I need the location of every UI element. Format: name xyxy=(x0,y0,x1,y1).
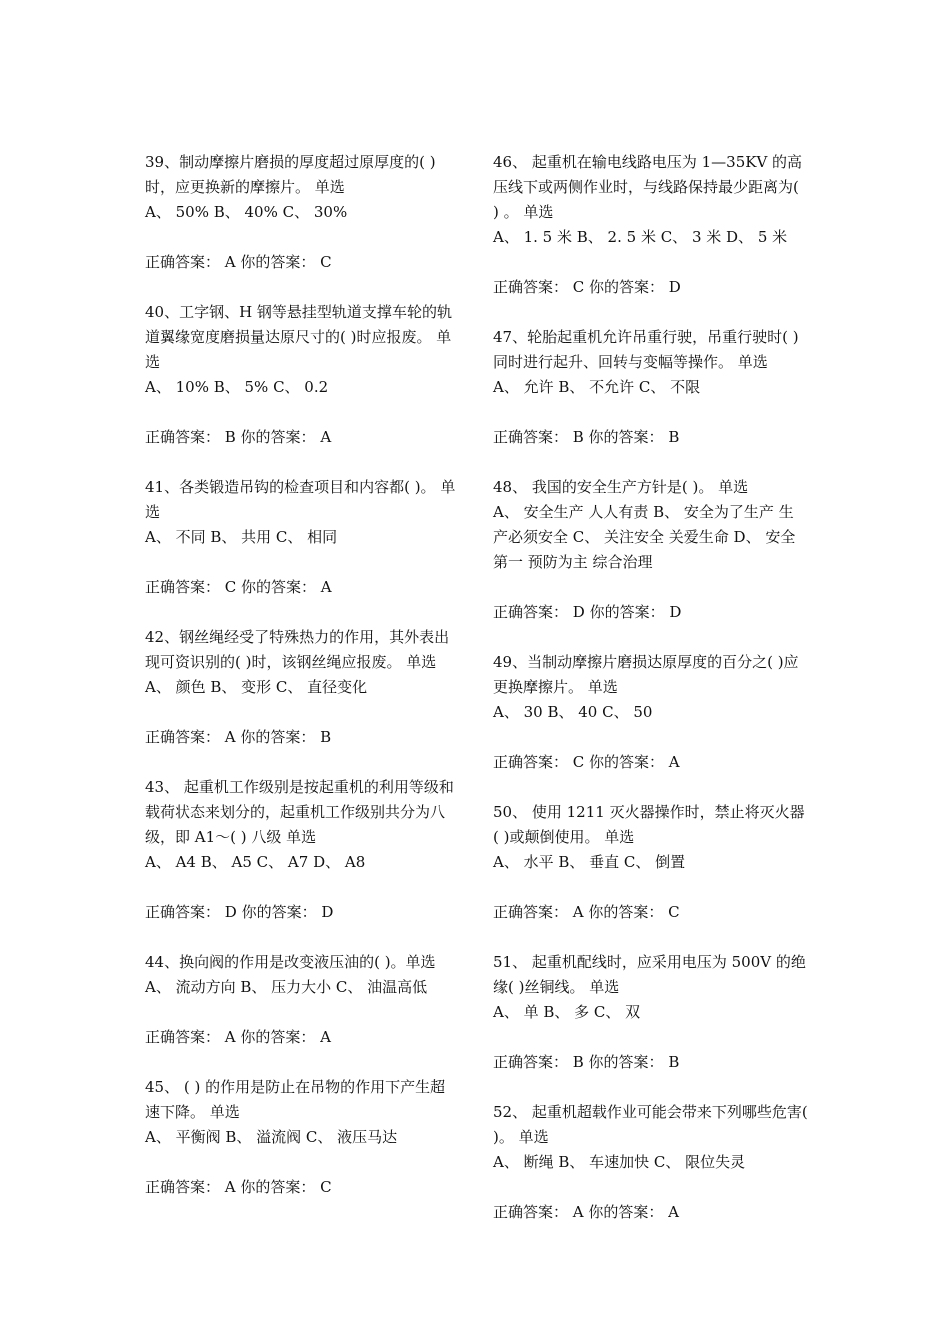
question-42 xyxy=(145,625,460,750)
question-answer: 正确答案： D 你的答案： D xyxy=(493,603,682,621)
question-answer: 正确答案： A 你的答案： B xyxy=(145,728,332,746)
question-answer: 正确答案： A 你的答案： C xyxy=(145,253,332,271)
question-options: A、 允许 B、 不允许 C、 不限 xyxy=(493,378,701,396)
question-options: A、 10% B、 5% C、 0.2 xyxy=(145,378,329,396)
question-text: 39、制动摩擦片磨损的厚度超过原厚度的( )时，应更换新的摩擦片。 单选 xyxy=(145,153,436,196)
question-answer: 正确答案： C 你的答案： A xyxy=(493,753,680,771)
question-text: 41、各类锻造吊钩的检查项目和内容都( )。 单选 xyxy=(145,478,456,521)
question-text: 48、 我国的安全生产方针是( )。 单选 xyxy=(493,478,749,496)
question-options: A、 不同 B、 共用 C、 相同 xyxy=(145,528,338,546)
question-46 xyxy=(493,150,808,300)
question-options: A、 颜色 B、 变形 C、 直径变化 xyxy=(145,678,368,696)
question-options: A、 平衡阀 B、 溢流阀 C、 液压马达 xyxy=(145,1128,398,1146)
question-text: 40、工字钢、H 钢等悬挂型轨道支撑车轮的轨道翼缘宽度磨损量达原尺寸的( )时应报废。 单选 xyxy=(145,303,452,371)
question-47 xyxy=(493,325,808,450)
question-45 xyxy=(145,1075,460,1200)
question-text: 43、 起重机工作级别是按起重机的利用等级和载荷状态来划分的，起重机工作级别共分为八级，即 A1～( ) 八级 单选 xyxy=(145,778,454,846)
right-question-column xyxy=(493,150,813,1250)
question-answer: 正确答案： D 你的答案： D xyxy=(145,903,334,921)
question-48 xyxy=(493,475,808,625)
question-options: A、 安全生产 人人有责 B、 安全为了生产 生产必须安全 C、 关注安全 关爱生命 D、 安全第一 预防为主 综合治理 xyxy=(493,503,796,571)
question-50 xyxy=(493,800,808,925)
question-41 xyxy=(145,475,460,600)
question-answer: 正确答案： B 你的答案： B xyxy=(493,1053,680,1071)
question-options: A、 断绳 B、 车速加快 C、 限位失灵 xyxy=(493,1153,746,1171)
question-43 xyxy=(145,775,460,925)
question-40 xyxy=(145,300,460,450)
question-options: A、 A4 B、 A5 C、 A7 D、 A8 xyxy=(145,853,366,871)
question-text: 51、 起重机配线时，应采用电压为 500V 的绝缘( )丝铜线。 单选 xyxy=(493,953,806,996)
question-text: 44、换向阀的作用是改变液压油的( )。单选 xyxy=(145,953,436,971)
question-answer: 正确答案： C 你的答案： D xyxy=(493,278,681,296)
question-answer: 正确答案： B 你的答案： A xyxy=(145,428,332,446)
question-answer: 正确答案： A 你的答案： A xyxy=(493,1203,679,1221)
question-text: 49、当制动摩擦片磨损达原厚度的百分之( )应更换摩擦片。 单选 xyxy=(493,653,799,696)
question-options: A、 单 B、 多 C、 双 xyxy=(493,1003,641,1021)
question-answer: 正确答案： A 你的答案： C xyxy=(145,1178,332,1196)
question-options: A、 30 B、 40 C、 50 xyxy=(493,703,653,721)
question-answer: 正确答案： A 你的答案： C xyxy=(493,903,680,921)
question-answer: 正确答案： C 你的答案： A xyxy=(145,578,332,596)
question-options: A、 50% B、 40% C、 30% xyxy=(145,203,348,221)
question-answer: 正确答案： B 你的答案： B xyxy=(493,428,680,446)
question-answer: 正确答案： A 你的答案： A xyxy=(145,1028,331,1046)
question-49 xyxy=(493,650,808,775)
question-51 xyxy=(493,950,808,1075)
question-text: 46、 起重机在输电线路电压为 1—35KV 的高压线下或两侧作业时，与线路保持最少距离为( ) 。 单选 xyxy=(493,153,804,221)
question-options: A、 1. 5 米 B、 2. 5 米 C、 3 米 D、 5 米 xyxy=(493,228,788,246)
left-question-column xyxy=(145,150,460,1225)
question-text: 50、 使用 1211 灭火器操作时，禁止将灭火器( )或颠倒使用。 单选 xyxy=(493,803,805,846)
question-text: 42、钢丝绳经受了特殊热力的作用，其外表出现可资识别的( )时，该钢丝绳应报废。 单选 xyxy=(145,628,450,671)
question-text: 52、 起重机超载作业可能会带来下列哪些危害( )。 单选 xyxy=(493,1103,813,1146)
question-39 xyxy=(145,150,460,275)
question-44 xyxy=(145,950,460,1050)
question-options: A、 流动方向 B、 压力大小 C、 油温高低 xyxy=(145,978,428,996)
question-options: A、 水平 B、 垂直 C、 倒置 xyxy=(493,853,686,871)
question-52 xyxy=(493,1100,813,1225)
question-text: 45、 ( ) 的作用是防止在吊物的作用下产生超速下降。 单选 xyxy=(145,1078,446,1121)
question-text: 47、轮胎起重机允许吊重行驶，吊重行驶时( )同时进行起升、回转与变幅等操作。 单选 xyxy=(493,328,799,371)
